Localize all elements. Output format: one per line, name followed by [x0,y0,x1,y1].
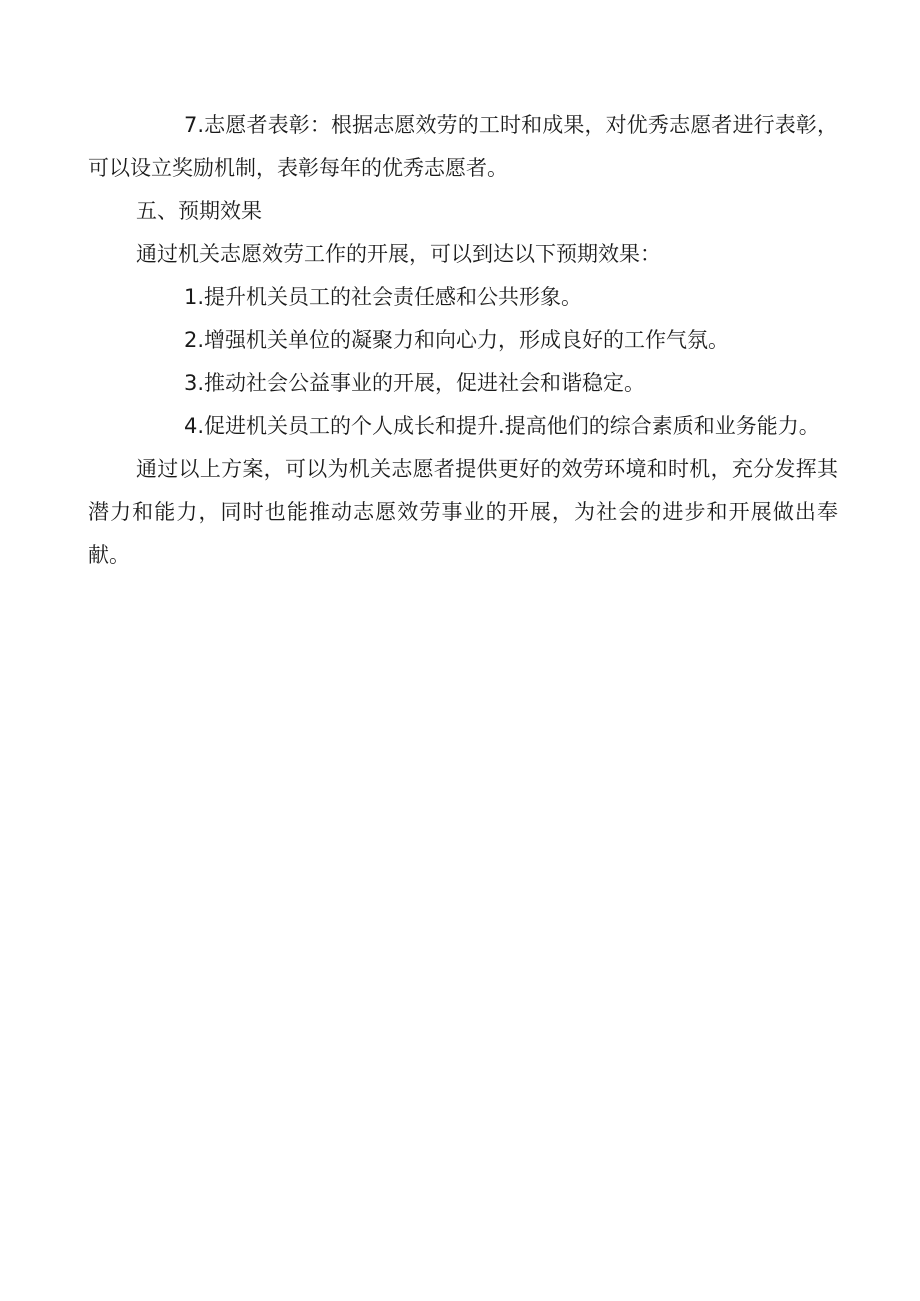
list-item-3 [88,362,838,405]
list-item-2 [88,319,838,362]
intro-paragraph [88,233,838,276]
paragraph-text: .增强机关单位的凝聚力和向心力，形成良好的工作气氛。 [197,328,730,352]
list-number: 1 [184,285,198,309]
paragraph-text: 通过机关志愿效劳工作的开展，可以到达以下预期效果： [136,242,661,266]
paragraph-text: .提升机关员工的社会责任感和公共形象。 [197,285,583,309]
list-number: 4 [184,414,198,438]
heading-text: 五、预期效果 [136,199,262,223]
list-item-1 [88,276,838,319]
list-item-4 [88,405,838,448]
paragraph-text: .志愿者表彰：根据志愿效劳的工时和成果，对优秀志愿者进行表彰，可以设立奖励机制，表彰每年的优秀志愿者。 [88,113,838,180]
conclusion-paragraph [88,448,838,577]
list-number: 3 [184,371,198,395]
list-item-7-recognition [88,104,838,190]
paragraph-text: 通过以上方案，可以为机关志愿者提供更好的效劳环境和时机，充分发挥其潜力和能力，同时也能推动志愿效劳事业的开展，为社会的进步和开展做出奉献。 [88,457,838,567]
list-number: 2 [184,328,198,352]
section-heading-expected-results [88,190,838,233]
document-body [88,104,838,577]
list-number: 7 [184,113,198,137]
paragraph-text: .促进机关员工的个人成长和提升.提高他们的综合素质和业务能力。 [197,414,820,438]
paragraph-text: .推动社会公益事业的开展，促进社会和谐稳定。 [197,371,646,395]
